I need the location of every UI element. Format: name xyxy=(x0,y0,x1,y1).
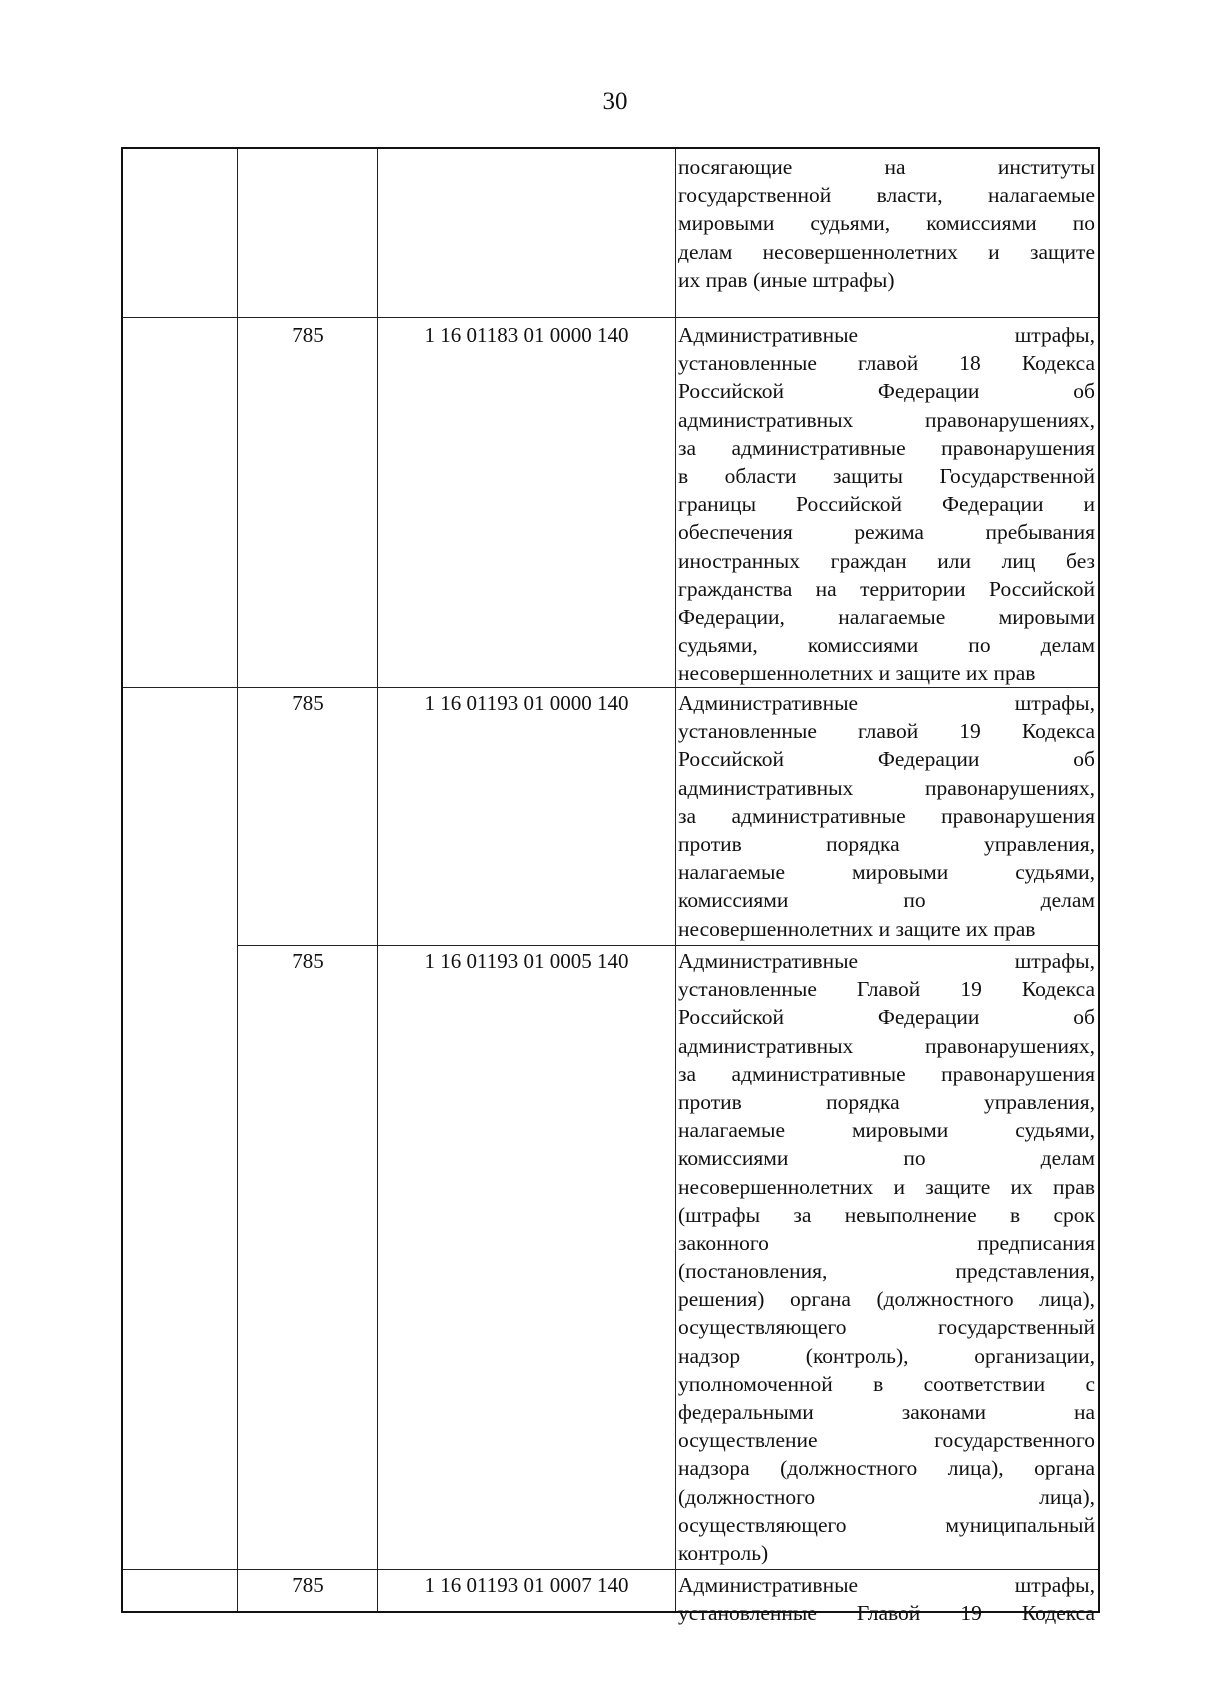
admin-code-cell: 785 xyxy=(292,949,324,973)
kbk-code-cell: 1 16 01183 01 0000 140 xyxy=(424,323,629,347)
description-cell xyxy=(678,1571,1095,1627)
description-line: гражданства на территории Российской xyxy=(678,576,1095,601)
description-line: Административные штрафы, xyxy=(678,1573,1095,1597)
description-line: осуществление государственного xyxy=(678,1428,1095,1453)
description-line: решения) органа (должностного лица), xyxy=(678,1287,1095,1312)
description-line: установленные главой 18 Кодекса xyxy=(678,351,1095,376)
description-line: федеральными законами на xyxy=(678,1400,1095,1424)
row-divider xyxy=(237,945,1098,946)
admin-code-cell: 785 xyxy=(292,323,324,347)
description-line: установленные главой 19 Кодекса xyxy=(678,719,1095,744)
description-line: за административные правонарушения xyxy=(678,803,1095,828)
page-number: 30 xyxy=(602,88,628,115)
description-line: их прав (иные штрафы) xyxy=(678,267,895,292)
description-line: Административные штрафы, xyxy=(678,691,1095,715)
description-line: (постановления, представления, xyxy=(678,1259,1095,1284)
kbk-code-cell: 1 16 01193 01 0000 140 xyxy=(424,691,629,715)
description-line: административных правонарушениях, xyxy=(678,1033,1095,1058)
column-divider-2 xyxy=(377,149,378,1611)
column-divider-1 xyxy=(237,149,238,1611)
description-line: надзора (должностного лица), органа xyxy=(678,1456,1095,1481)
admin-code-cell: 785 xyxy=(292,1573,324,1597)
description-line: границы Российской Федерации и xyxy=(678,492,1095,517)
description-line: Административные штрафы, xyxy=(678,323,1095,347)
description-line: налагаемые мировыми судьями, xyxy=(678,860,1095,885)
description-cell xyxy=(678,321,1095,687)
description-line: государственной власти, налагаемые xyxy=(678,183,1095,208)
description-line: Административные штрафы, xyxy=(678,949,1095,973)
description-line: в области защиты Государственной xyxy=(678,463,1095,488)
description-line: осуществляющего государственный xyxy=(678,1315,1095,1340)
description-line: судьями, комиссиями по делам xyxy=(678,633,1095,658)
description-line: за административные правонарушения xyxy=(678,1061,1095,1086)
kbk-code-cell: 1 16 01193 01 0007 140 xyxy=(424,1573,629,1597)
description-line: (должностного лица), xyxy=(678,1484,1095,1509)
description-line: за административные правонарушения xyxy=(678,435,1095,460)
description-line: против порядка управления, xyxy=(678,831,1095,856)
description-line: иностранных граждан или лиц без xyxy=(678,548,1095,573)
description-cell xyxy=(678,947,1095,1567)
budget-codes-table xyxy=(121,147,1100,1626)
description-line: законного предписания xyxy=(678,1230,1095,1255)
description-line: административных правонарушениях, xyxy=(678,407,1095,432)
description-line: налагаемые мировыми судьями, xyxy=(678,1118,1095,1143)
description-line: обеспечения режима пребывания xyxy=(678,520,1095,545)
description-line: комиссиями по делам xyxy=(678,888,1095,913)
row-divider xyxy=(123,1569,1098,1570)
description-line: административных правонарушениях, xyxy=(678,775,1095,800)
description-line: комиссиями по делам xyxy=(678,1146,1095,1171)
description-line: (штрафы за невыполнение в срок xyxy=(678,1202,1095,1227)
description-line: Федерации, налагаемые мировыми xyxy=(678,604,1095,629)
description-cell xyxy=(678,153,1095,294)
description-line: осуществляющего муниципальный xyxy=(678,1512,1095,1537)
description-line: надзор (контроль), организации, xyxy=(678,1343,1095,1368)
description-line: несовершеннолетних и защите их прав xyxy=(678,916,1036,941)
description-line: уполномоченной в соответствии с xyxy=(678,1371,1095,1396)
description-line: несовершеннолетних и защите их прав xyxy=(678,1174,1095,1199)
column-divider-3 xyxy=(675,149,676,1611)
description-line: посягающие на институты xyxy=(678,155,1095,179)
description-line: мировыми судьями, комиссиями по xyxy=(678,211,1095,236)
description-line: Российской Федерации об xyxy=(678,1005,1095,1030)
description-line: несовершеннолетних и защите их прав xyxy=(678,661,1036,686)
description-line: Российской Федерации об xyxy=(678,379,1095,404)
description-cell xyxy=(678,689,1095,943)
description-line: Российской Федерации об xyxy=(678,747,1095,772)
description-line: установленные Главой 19 Кодекса xyxy=(678,977,1095,1002)
admin-code-cell: 785 xyxy=(292,691,324,715)
description-line: делам несовершеннолетних и защите xyxy=(678,239,1095,264)
kbk-code-cell: 1 16 01193 01 0005 140 xyxy=(424,949,629,973)
description-line: установленные Главой 19 Кодекса xyxy=(678,1601,1095,1626)
description-line: против порядка управления, xyxy=(678,1089,1095,1114)
description-line: контроль) xyxy=(678,1540,769,1565)
row-divider xyxy=(123,317,1098,318)
